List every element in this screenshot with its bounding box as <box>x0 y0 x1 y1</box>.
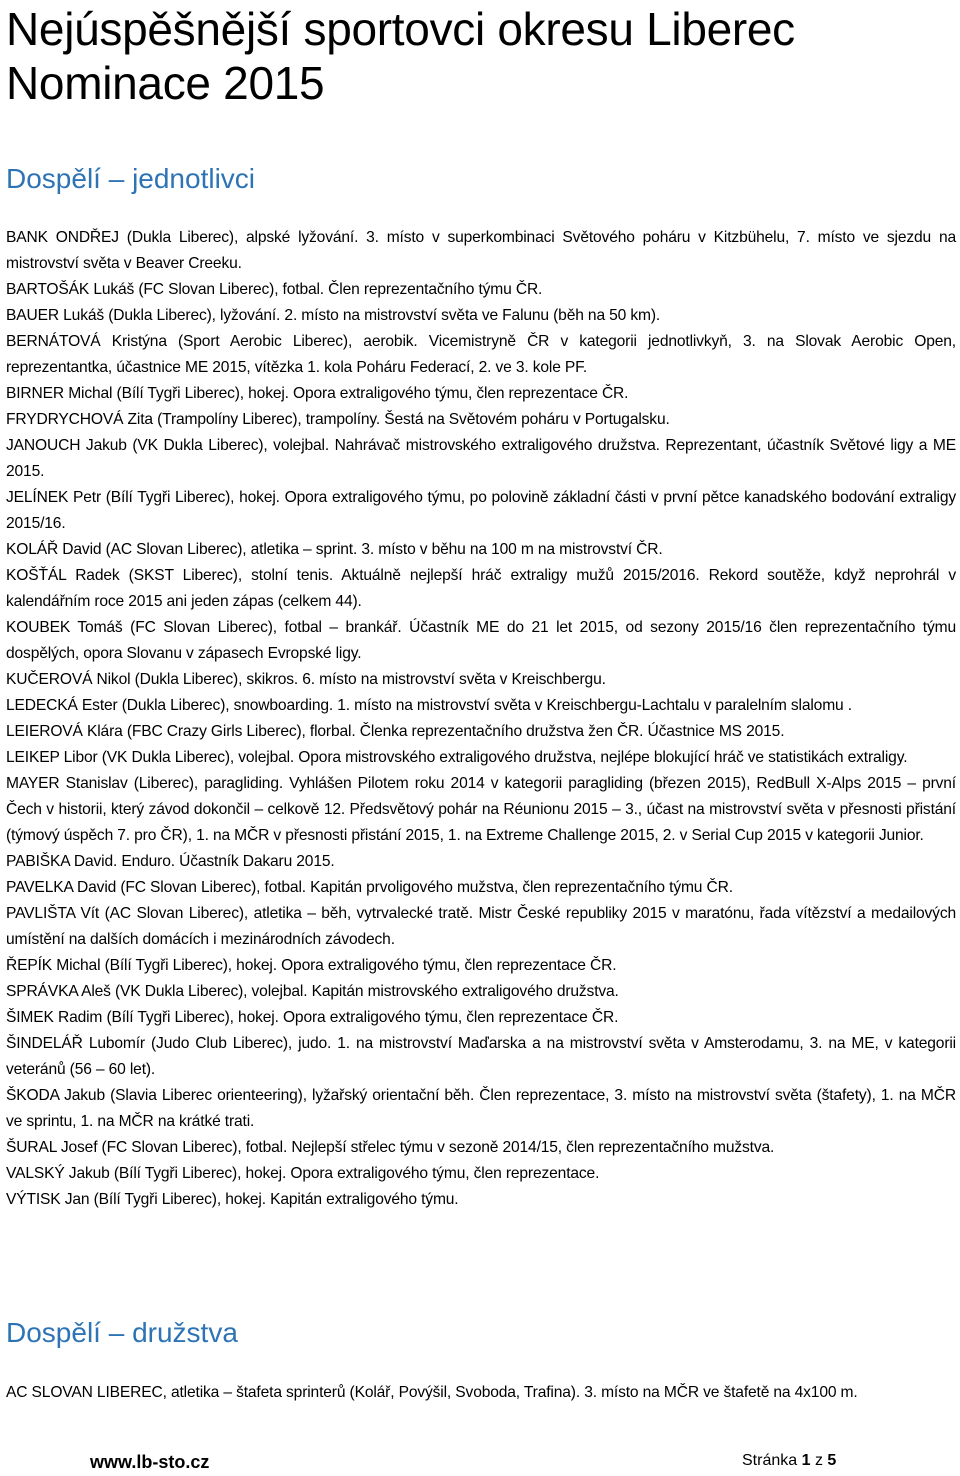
list-item: BARTOŠÁK Lukáš (FC Slovan Liberec), fotbal. Člen reprezentačního týmu ČR. <box>6 281 543 298</box>
list-item: JELÍNEK Petr (Bílí Tygři Liberec), hokej. Opora extraligového týmu, po polovině základní části v první pětce kanadského bodování extraligy 2015/16. <box>6 489 956 532</box>
list-item: LEDECKÁ Ester (Dukla Liberec), snowboarding. 1. místo na mistrovství světa v Kreischbergu-Lachtalu v paralelním slalomu . <box>6 697 852 714</box>
list-item: VÝTISK Jan (Bílí Tygři Liberec), hokej. Kapitán extraligového týmu. <box>6 1191 459 1208</box>
heading-teams: Dospělí – družstva <box>6 1317 238 1348</box>
footer-website: www.lb-sto.cz <box>90 1452 210 1472</box>
list-item: KUČEROVÁ Nikol (Dukla Liberec), skikros. 6. místo na mistrovství světa v Kreischbergu. <box>6 671 606 688</box>
list-item: BAUER Lukáš (Dukla Liberec), lyžování. 2. místo na mistrovství světa ve Falunu (běh na 50 km). <box>6 307 661 324</box>
teams-list <box>6 1380 956 1406</box>
list-item: VALSKÝ Jakub (Bílí Tygři Liberec), hokej. Opora extraligového týmu, člen reprezentace. <box>6 1165 600 1182</box>
list-item: MAYER Stanislav (Liberec), paragliding. Vyhlášen Pilotem roku 2014 v kategorii paragliding (březen 2015), RedBull X-Alps 2015 – první Čech v historii, který závod dokončil – celkově 12. Předsvětový pohár na Réunionu 2015 – 3., účast na mistrovství světa v přesnosti přistání (týmový úspěch 7. pro ČR), 1. na MČR v přesnosti přistání 2015, 1. na Extreme Challenge 2015, 2. v Serial Cup 2015 v kategorii Junior. <box>6 775 956 844</box>
list-item: PABIŠKA David. Enduro. Účastník Dakaru 2015. <box>6 853 335 870</box>
list-item: ŠINDELÁŘ Lubomír (Judo Club Liberec), judo. 1. na mistrovství Maďarska a na mistrovství světa v Amsterodamu, 3. na ME, v kategorii veteránů (56 – 60 let). <box>6 1035 956 1078</box>
title-line-1: Nejúspěšnější sportovci okresu Liberec <box>6 3 795 55</box>
list-item: ŠIMEK Radim (Bílí Tygři Liberec), hokej. Opora extraligového týmu, člen reprezentace ČR. <box>6 1009 619 1026</box>
list-item: ŘEPÍK Michal (Bílí Tygři Liberec), hokej. Opora extraligového týmu, člen reprezentace ČR. <box>6 957 617 974</box>
list-item: AC SLOVAN LIBEREC, atletika – štafeta sprinterů (Kolář, Povýšil, Svoboda, Trafina). 3. místo na MČR ve štafetě na 4x100 m. <box>6 1384 858 1401</box>
heading-individuals: Dospělí – jednotlivci <box>6 163 256 194</box>
document-title <box>0 2 956 110</box>
list-item: ŠKODA Jakub (Slavia Liberec orienteering), lyžařský orientační běh. Člen reprezentace, 3. místo na mistrovství světa (štafety), 1. na MČR ve sprintu, 1. na MČR na krátké trati. <box>6 1087 956 1130</box>
page-label: Stránka <box>742 1452 798 1469</box>
page-footer <box>0 1452 960 1476</box>
list-item: PAVELKA David (FC Slovan Liberec), fotbal. Kapitán prvoligového mužstva, člen reprezentačního týmu ČR. <box>6 879 733 896</box>
list-item: ŠURAL Josef (FC Slovan Liberec), fotbal. Nejlepší střelec týmu v sezoně 2014/15, člen reprezentačního mužstva. <box>6 1139 775 1156</box>
list-item: KOUBEK Tomáš (FC Slovan Liberec), fotbal – brankář. Účastník ME do 21 let 2015, od sezony 2015/16 člen reprezentačního týmu dospělých, opora Slovanu v zápasech Evropské ligy. <box>6 619 956 662</box>
list-item: LEIKEP Libor (VK Dukla Liberec), volejbal. Opora mistrovského extraligového družstva, nejlépe blokující hráč ve statistikách extraligy. <box>6 749 908 766</box>
individuals-list <box>6 225 956 1213</box>
page-number <box>742 1452 836 1470</box>
list-item: BERNÁTOVÁ Kristýna (Sport Aerobic Liberec), aerobik. Vicemistryně ČR v kategorii jednotlivkyň, 3. na Slovak Aerobic Open, reprezentantka, účastnice ME 2015, vítězka 1. kola Poháru Federací, 2. ve 3. kole PF. <box>6 333 956 376</box>
page-total: 5 <box>827 1452 837 1469</box>
list-item: SPRÁVKA Aleš (VK Dukla Liberec), volejbal. Kapitán mistrovského extraligového družstva. <box>6 983 619 1000</box>
list-item: PAVLIŠTA Vít (AC Slovan Liberec), atletika – běh, vytrvalecké tratě. Mistr České republiky 2015 v maratónu, řada vítězství a medailových umístění na dalších domácích i mezinárodních závodech. <box>6 905 956 948</box>
list-item: KOŠŤÁL Radek (SKST Liberec), stolní tenis. Aktuálně nejlepší hráč extraligy mužů 2015/2016. Rekord soutěže, když neprohrál v kalendářním roce 2015 ani jeden zápas (celkem 44). <box>6 567 956 610</box>
title-line-2: Nominace 2015 <box>6 57 325 109</box>
list-item: BIRNER Michal (Bílí Tygři Liberec), hokej. Opora extraligového týmu, člen reprezentace ČR. <box>6 385 629 402</box>
list-item: JANOUCH Jakub (VK Dukla Liberec), volejbal. Nahrávač mistrovského extraligového družstva. Reprezentant, účastník Světové ligy a ME 2015. <box>6 437 956 480</box>
page-current: 1 <box>801 1452 811 1469</box>
page-of: z <box>814 1452 823 1469</box>
list-item: FRYDRYCHOVÁ Zita (Trampolíny Liberec), trampolíny. Šestá na Světovém poháru v Portugalsku. <box>6 411 670 428</box>
list-item: LEIEROVÁ Klára (FBC Crazy Girls Liberec), florbal. Členka reprezentačního družstva žen ČR. Účastnice MS 2015. <box>6 723 785 740</box>
list-item: BANK ONDŘEJ (Dukla Liberec), alpské lyžování. 3. místo v superkombinaci Světového poháru v Kitzbühelu, 7. místo ve sjezdu na mistrovství světa v Beaver Creeku. <box>6 229 956 272</box>
list-item: KOLÁŘ David (AC Slovan Liberec), atletika – sprint. 3. místo v běhu na 100 m na mistrovství ČR. <box>6 541 663 558</box>
